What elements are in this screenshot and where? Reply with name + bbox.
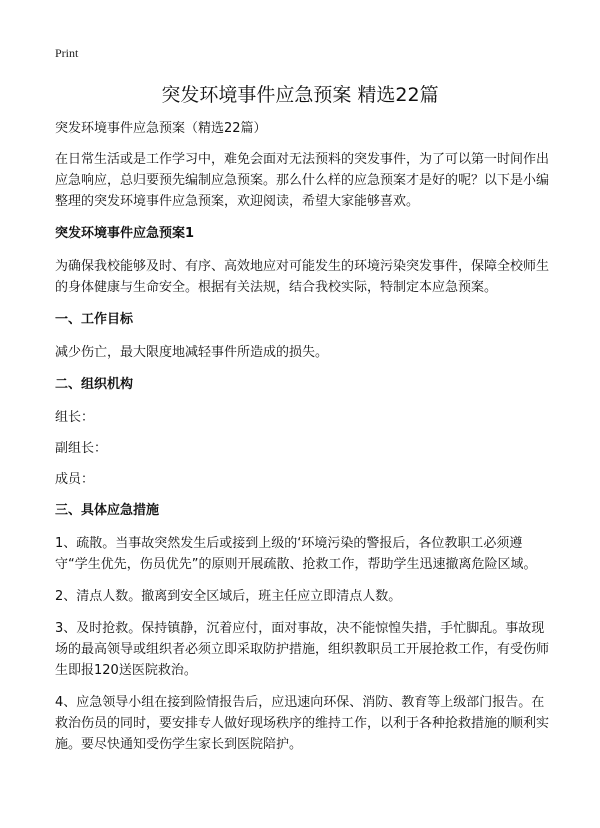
org-leader: 组长：	[55, 410, 95, 425]
intro-paragraph: 在日常生活或是工作学习中，难免会面对无法预料的突发事件，为了可以第一时间作出应急响应，总归要预先编制应急预案。那么什么样的应急预案才是好的呢？以下是小编整理的突发环境事件应急预案，欢迎阅读，希望大家能够喜欢。	[55, 152, 550, 209]
measure-item-4: 4、应急领导小组在接到险情报告后，应迅速向环保、消防、教育等上级部门报告。在救治伤员的同时，要安排专人做好现场秩序的维持工作，以利于各种抢救措施的顺利实施。要尽快通知受伤学生家长到医院陪护。	[55, 695, 550, 752]
heading-organization: 二、组织机构	[55, 377, 134, 392]
document-title: 突发环境事件应急预案 精选22篇	[161, 84, 439, 106]
print-link[interactable]: Print	[55, 46, 79, 60]
heading-emergency-measures: 三、具体应急措施	[55, 503, 160, 518]
section-1-title: 突发环境事件应急预案1	[55, 226, 195, 241]
measure-item-3: 3、及时抢救。保持镇静，沉着应付，面对事故，决不能惊惶失措，手忙脚乱。事故现场的最高领导或组织者必须立即采取防护措施，组织教职员工开展抢救工作，有受伤师生即报120送医院救治。	[55, 621, 550, 678]
measure-item-2: 2、清点人数。撤离到安全区域后，班主任应立即清点人数。	[55, 589, 402, 604]
document-subtitle: 突发环境事件应急预案（精选22篇）	[55, 121, 267, 136]
measure-item-1: 1、疏散。当事故突然发生后或接到上级的‘环境污染的警报后，各位教职工必须遵守“学生优先，伤员优先”的原则开展疏散、抢救工作，帮助学生迅速撤离危险区域。	[55, 536, 537, 572]
document-body	[55, 118, 555, 766]
heading-work-goal: 一、工作目标	[55, 312, 134, 327]
org-deputy-leader: 副组长：	[55, 441, 108, 456]
org-members: 成员：	[55, 472, 95, 487]
section-1-paragraph: 为确保我校能够及时、有序、高效地应对可能发生的环境污染突发事件，保障全校师生的身体健康与生命安全。根据有关法规，结合我校实际，特制定本应急预案。	[55, 259, 550, 295]
work-goal-text: 减少伤亡，最大限度地减轻事件所造成的损失。	[55, 345, 329, 360]
